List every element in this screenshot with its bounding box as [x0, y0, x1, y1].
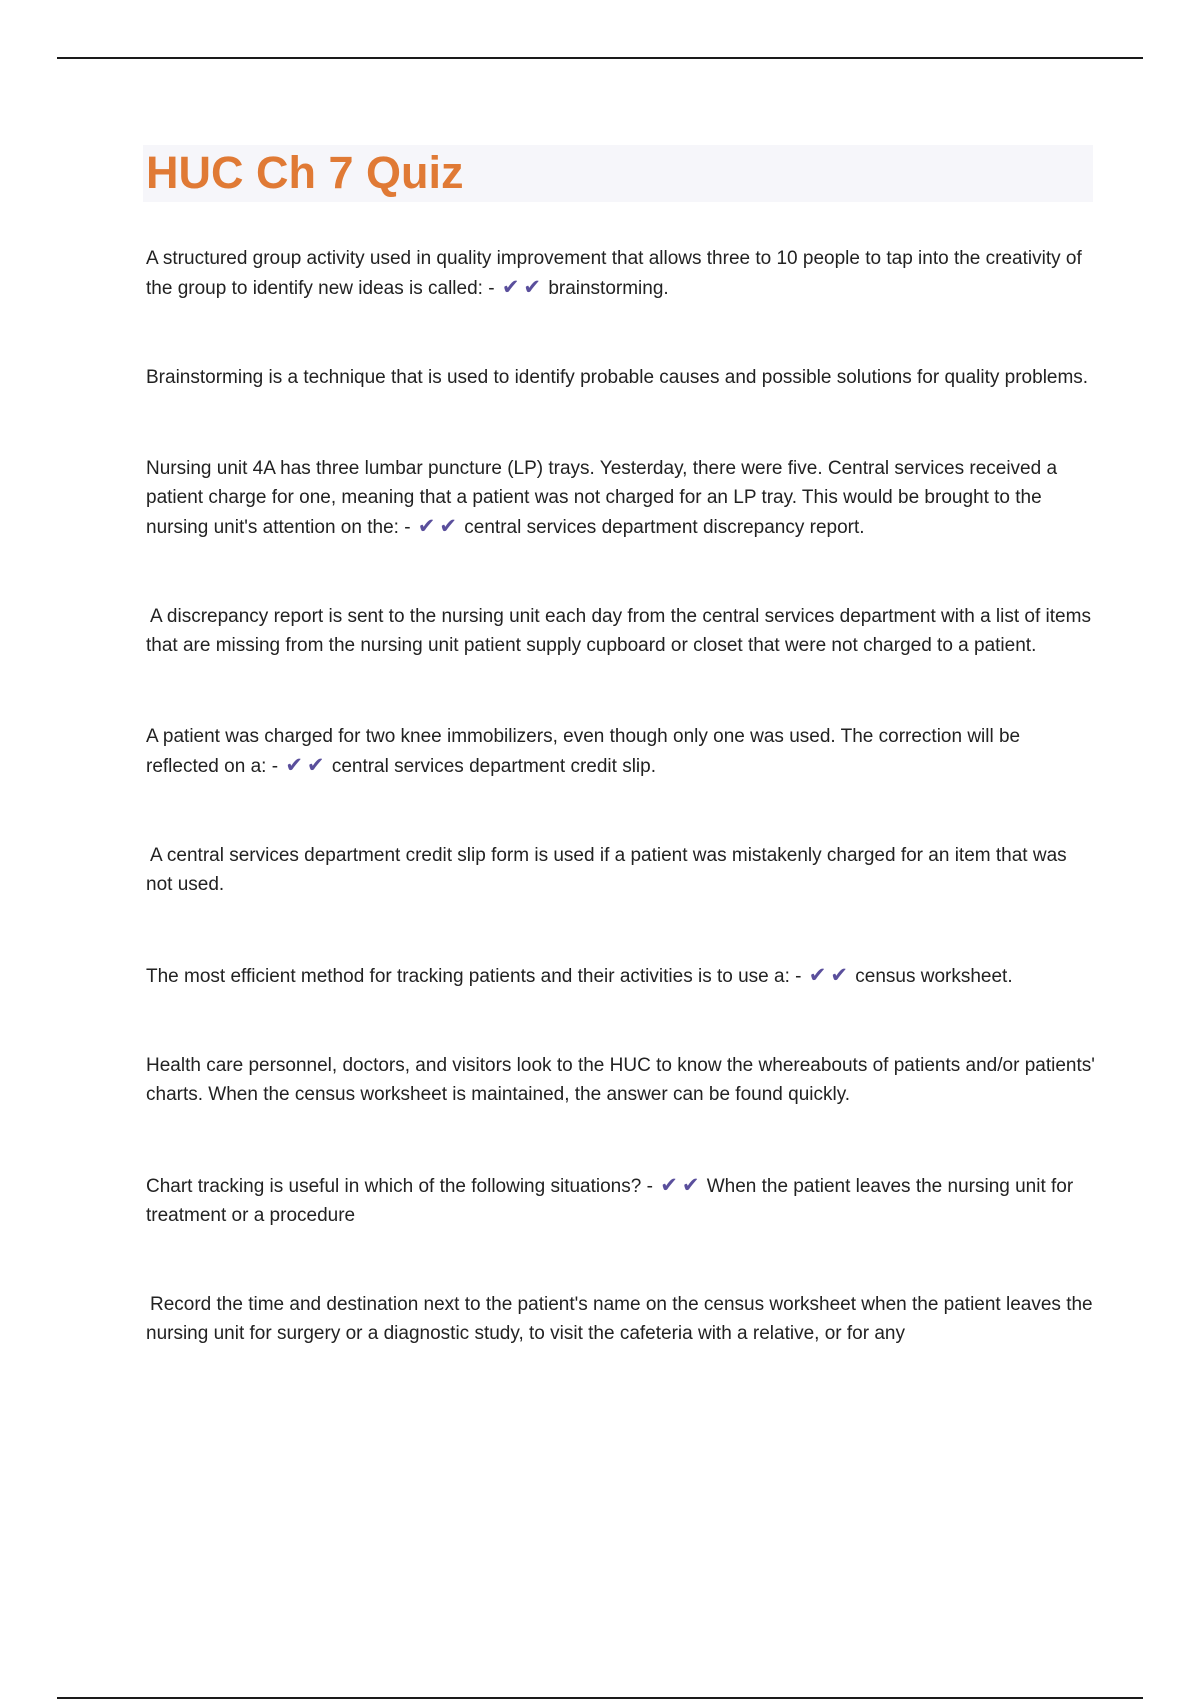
question-4 — [146, 961, 1096, 991]
page-title: HUC Ch 7 Quiz — [146, 147, 464, 198]
checkmark-icon: ✔ — [306, 754, 325, 777]
question-text: The most efficient method for tracking patients and their activities is to use a: - — [146, 966, 802, 987]
question-2 — [146, 454, 1096, 542]
explanation-5: Record the time and destination next to the patient's name on the census worksheet when the patient leaves the nursing unit for surgery or a diagnostic study, to visit the cafeteria with a relative, or for any — [146, 1294, 1093, 1344]
explanation-4: Health care personnel, doctors, and visitors look to the HUC to know the whereabouts of patients and/or patients' charts. When the census worksheet is maintained, the answer can be found quickly. — [146, 1055, 1095, 1105]
question-5 — [146, 1171, 1096, 1230]
quiz-content — [146, 244, 1096, 1410]
checkmark-icon: ✔ — [417, 515, 436, 538]
checkmark-icon: ✔ — [523, 276, 542, 299]
explanation-3: A central services department credit slip form is used if a patient was mistakenly charged for an item that was not used. — [146, 845, 1067, 895]
checkmark-icon: ✔ — [808, 964, 827, 987]
checkmark-icon: ✔ — [439, 515, 458, 538]
question-text: Nursing unit 4A has three lumbar puncture (LP) trays. Yesterday, there were five. Central services received a patient charge for one, meaning that a patient was not charged for an LP tray. This would be brought to the nursing unit's attention on the: - — [146, 458, 1058, 538]
checkmark-icon: ✔ — [830, 964, 848, 987]
question-text: A structured group activity used in quality improvement that allows three to 10 people to tap into the creativity of the group to identify new ideas is called: - — [146, 248, 1082, 299]
explanation-1: Brainstorming is a technique that is used to identify probable causes and possible solutions for quality problems. — [146, 367, 1089, 388]
answer-text: When the patient leaves the nursing unit for treatment or a procedure — [146, 1176, 1074, 1226]
checkmark-icon: ✔ — [681, 1174, 700, 1197]
answer-text: brainstorming. — [548, 278, 669, 299]
question-3 — [146, 722, 1096, 781]
answer-text: census worksheet. — [855, 966, 1013, 987]
explanation-2: A discrepancy report is sent to the nursing unit each day from the central services department with a list of items that are missing from the nursing unit patient supply cupboard or closet that were not charged to a patient. — [146, 606, 1091, 656]
checkmark-icon: ✔ — [501, 276, 520, 299]
checkmark-icon: ✔ — [660, 1174, 678, 1197]
answer-text: central services department credit slip. — [331, 756, 656, 777]
question-1 — [146, 244, 1096, 303]
answer-text: central services department discrepancy report. — [464, 517, 865, 538]
question-text: A patient was charged for two knee immobilizers, even though only one was used. The correction will be reflected on a: - — [146, 726, 1021, 777]
footer-rule — [57, 1697, 1143, 1699]
checkmark-icon: ✔ — [285, 754, 303, 777]
question-text: Chart tracking is useful in which of the following situations? - — [146, 1176, 653, 1197]
header-rule — [57, 57, 1143, 59]
